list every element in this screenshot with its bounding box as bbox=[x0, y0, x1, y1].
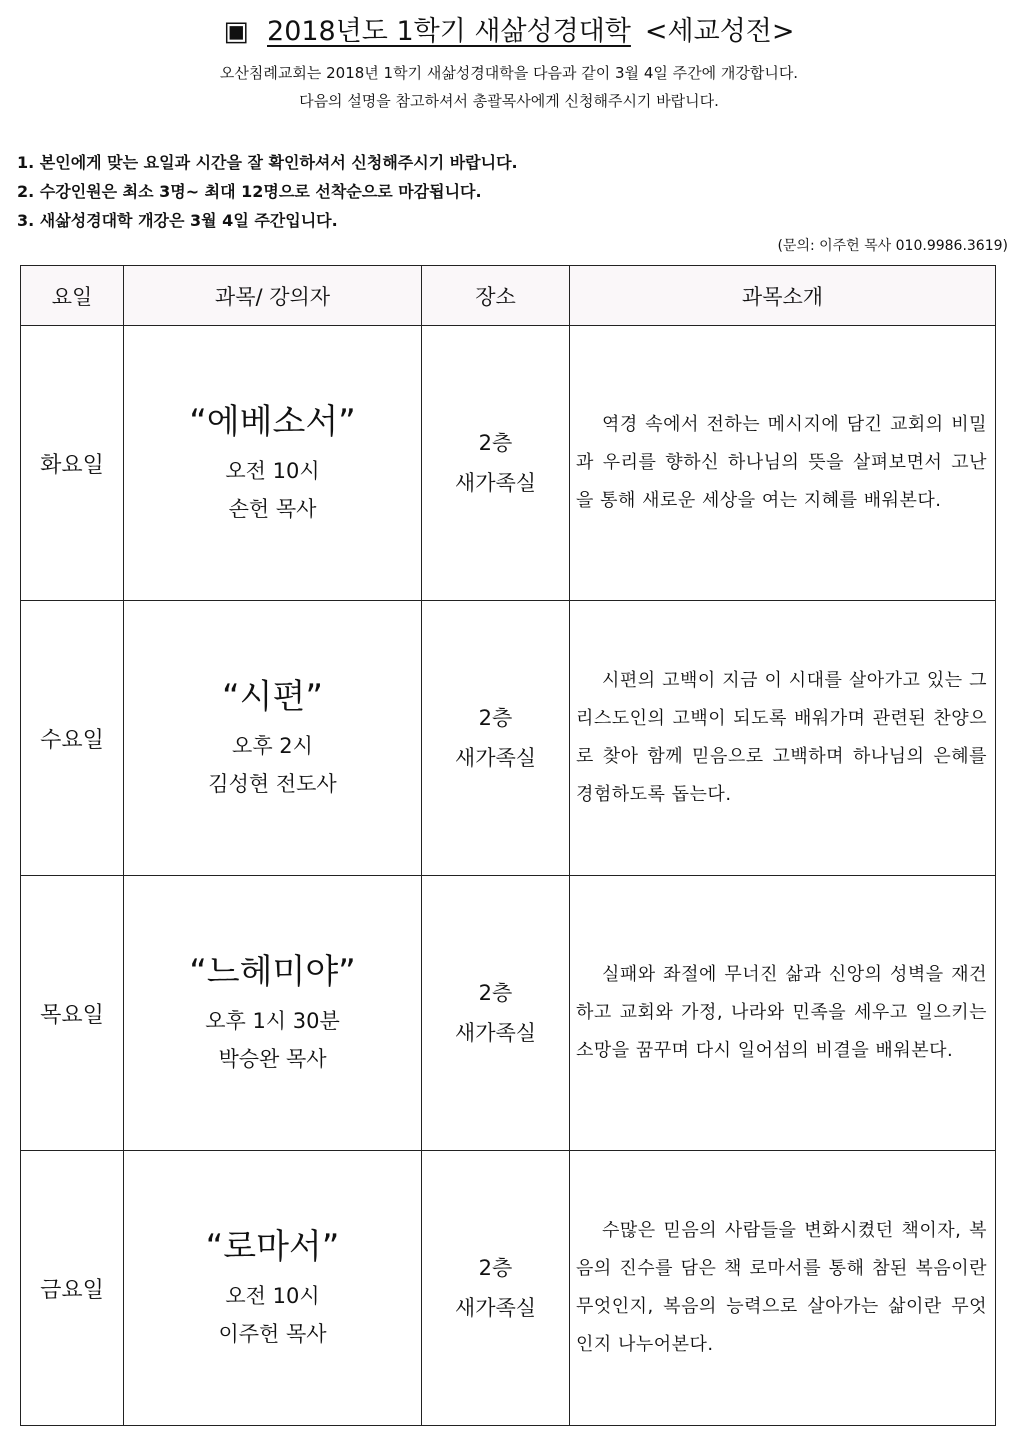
day-cell: 목요일 bbox=[21, 876, 124, 1151]
course-description: 수많은 믿음의 사람들을 변화시켰던 책이자, 복음의 진수를 담은 책 로마서를 통해 참된 복음이란 무엇인지, 복음의 능력으로 살아가는 삶이란 무엇인지 나누어본다. bbox=[576, 1220, 987, 1355]
place-cell bbox=[422, 876, 570, 1151]
page-title bbox=[0, 12, 1018, 52]
place-room: 새가족실 bbox=[454, 1296, 537, 1320]
intro-line-1: 오산침례교회는 2018년 1학기 새삶성경대학을 다음과 같이 3월 4일 주간에 개강합니다. bbox=[219, 64, 799, 82]
course-lecturer: 김성현 전도사 bbox=[208, 772, 337, 796]
course-name: “로마서” bbox=[205, 1227, 340, 1267]
course-time: 오전 10시 bbox=[225, 1284, 320, 1308]
header-row bbox=[21, 266, 996, 326]
contact-info: (문의: 이주헌 목사 010.9986.3619) bbox=[777, 238, 1008, 254]
description-cell bbox=[570, 876, 996, 1151]
place-room: 새가족실 bbox=[454, 1021, 537, 1045]
course-name: “시편” bbox=[222, 677, 323, 717]
description-cell bbox=[570, 326, 996, 601]
course-time: 오전 10시 bbox=[225, 459, 320, 483]
table-row bbox=[21, 1151, 996, 1426]
header-description: 과목소개 bbox=[570, 266, 996, 326]
note-item: 1. 본인에게 맞는 요일과 시간을 잘 확인하셔서 신청해주시기 바랍니다. bbox=[17, 153, 518, 172]
header-day: 요일 bbox=[21, 266, 124, 326]
note-item: 3. 새삶성경대학 개강은 3월 4일 주간입니다. bbox=[17, 211, 338, 230]
course-description: 실패와 좌절에 무너진 삶과 신앙의 성벽을 재건하고 교회와 가정, 나라와 민족을 세우고 일으키는 소망을 꿈꾸며 다시 일어섬의 비결을 배워본다. bbox=[576, 964, 987, 1061]
table-row bbox=[21, 876, 996, 1151]
day-cell: 화요일 bbox=[21, 326, 124, 601]
place-cell bbox=[422, 1151, 570, 1426]
place-room: 새가족실 bbox=[454, 471, 537, 495]
place-room: 새가족실 bbox=[454, 746, 537, 770]
place-floor: 2층 bbox=[478, 431, 513, 455]
place-floor: 2층 bbox=[478, 706, 513, 730]
title-location: <세교성전> bbox=[644, 16, 795, 47]
place-cell bbox=[422, 326, 570, 601]
course-cell bbox=[124, 601, 422, 876]
table-row bbox=[21, 601, 996, 876]
description-cell bbox=[570, 601, 996, 876]
course-time: 오후 1시 30분 bbox=[205, 1009, 340, 1033]
course-name: “느헤미야” bbox=[189, 952, 356, 992]
course-time: 오후 2시 bbox=[232, 734, 313, 758]
course-cell bbox=[124, 876, 422, 1151]
course-description: 역경 속에서 전하는 메시지에 담긴 교회의 비밀과 우리를 향하신 하나님의 뜻을 살펴보면서 고난을 통해 새로운 세상을 여는 지혜를 배워본다. bbox=[576, 414, 987, 511]
course-cell bbox=[124, 326, 422, 601]
place-floor: 2층 bbox=[478, 1256, 513, 1280]
notes-list bbox=[17, 148, 518, 235]
table-row bbox=[21, 326, 996, 601]
day-cell: 금요일 bbox=[21, 1151, 124, 1426]
place-floor: 2층 bbox=[478, 981, 513, 1005]
course-name: “에베소서” bbox=[189, 402, 356, 442]
schedule-table bbox=[20, 265, 996, 1426]
note-item: 2. 수강인원은 최소 3명~ 최대 12명으로 선착순으로 마감됩니다. bbox=[17, 182, 482, 201]
header-place: 장소 bbox=[422, 266, 570, 326]
header-course: 과목/ 강의자 bbox=[124, 266, 422, 326]
title-main: 2018년도 1학기 새삶성경대학 bbox=[267, 16, 631, 47]
intro-line-2: 다음의 설명을 참고하셔서 총괄목사에게 신청해주시기 바랍니다. bbox=[299, 92, 719, 110]
course-lecturer: 손헌 목사 bbox=[228, 497, 317, 521]
course-description: 시편의 고백이 지금 이 시대를 살아가고 있는 그리스도인의 고백이 되도록 배워가며 관련된 찬양으로 찾아 함께 믿음으로 고백하며 하나님의 은혜를 경험하도록 돕는다. bbox=[576, 670, 987, 805]
course-cell bbox=[124, 1151, 422, 1426]
description-cell bbox=[570, 1151, 996, 1426]
day-cell: 수요일 bbox=[21, 601, 124, 876]
place-cell bbox=[422, 601, 570, 876]
square-bullet-icon: ▣ bbox=[223, 16, 250, 47]
course-lecturer: 이주헌 목사 bbox=[218, 1322, 327, 1346]
course-lecturer: 박승완 목사 bbox=[218, 1047, 327, 1071]
